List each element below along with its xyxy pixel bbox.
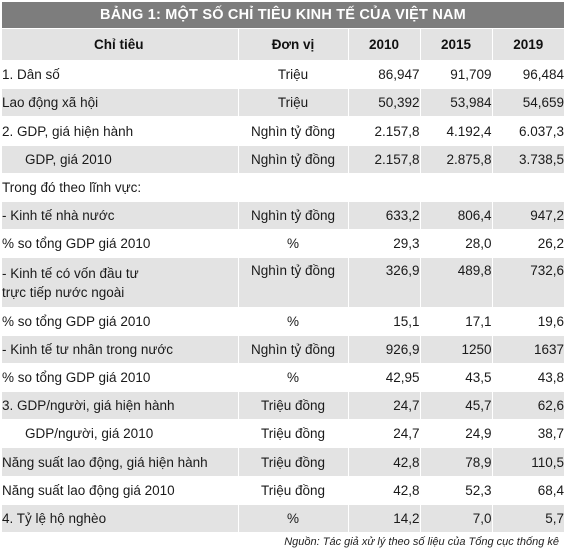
value-2019: 1637: [492, 336, 564, 364]
value-2019: 43,8: [492, 364, 564, 392]
row-label: Trong đó theo lĩnh vực:: [2, 174, 238, 202]
row-unit: Nghìn tỷ đồng: [238, 117, 348, 146]
row-label: Lao động xã hội: [2, 89, 238, 117]
value-2010: 15,1: [348, 308, 420, 336]
row-unit: Triệu đồng: [238, 392, 348, 420]
row-label: 4. Tỷ lệ hộ nghèo: [2, 505, 238, 533]
header-2015: 2015: [420, 29, 492, 61]
row-label: GDP/người, giá 2010: [2, 420, 238, 448]
value-2010: 24,7: [348, 420, 420, 448]
row-unit: Nghìn tỷ đồng: [238, 202, 348, 230]
value-2015: 7,0: [420, 505, 492, 533]
row-label: % so tổng GDP giá 2010: [2, 308, 238, 336]
value-2010: 42,95: [348, 364, 420, 392]
row-unit: %: [238, 364, 348, 392]
value-2015: 28,0: [420, 230, 492, 258]
table-row: [2, 477, 564, 505]
table-row: [2, 61, 564, 89]
value-2015: 52,3: [420, 477, 492, 505]
row-label: 2. GDP, giá hiện hành: [2, 117, 238, 146]
value-2019: 947,2: [492, 202, 564, 230]
table-row: [2, 448, 564, 477]
table-row: [2, 258, 564, 308]
value-2010: 42,8: [348, 448, 420, 477]
value-2015: 45,7: [420, 392, 492, 420]
value-2010: 24,7: [348, 392, 420, 420]
table-row: [2, 202, 564, 230]
value-2010: 2.157,8: [348, 146, 420, 174]
row-label: Năng suất lao động, giá hiện hành: [2, 448, 238, 477]
value-2019: 96,484: [492, 61, 564, 89]
row-unit: Triệu đồng: [238, 477, 348, 505]
value-2010: [348, 174, 420, 202]
value-2015: 91,709: [420, 61, 492, 89]
value-2010: 42,8: [348, 477, 420, 505]
table-row: [2, 174, 564, 202]
header-indicator: Chỉ tiêu: [2, 29, 238, 61]
row-unit: Nghìn tỷ đồng: [238, 336, 348, 364]
table-row: [2, 364, 564, 392]
row-label: Năng suất lao động giá 2010: [2, 477, 238, 505]
table-title: BẢNG 1: MỘT SỐ CHỈ TIÊU KINH TẾ CỦA VIỆT NAM: [2, 2, 564, 28]
value-2015: 17,1: [420, 308, 492, 336]
row-unit: Triệu đồng: [238, 420, 348, 448]
header-row: [2, 29, 564, 61]
value-2015: 4.192,4: [420, 117, 492, 146]
value-2010: 2.157,8: [348, 117, 420, 146]
row-label: % so tổng GDP giá 2010: [2, 364, 238, 392]
value-2010: 29,3: [348, 230, 420, 258]
value-2019: 732,6: [492, 258, 564, 308]
row-label: % so tổng GDP giá 2010: [2, 230, 238, 258]
header-2010: 2010: [348, 29, 420, 61]
row-unit: Nghìn tỷ đồng: [238, 146, 348, 174]
value-2010: 14,2: [348, 505, 420, 533]
value-2019: 38,7: [492, 420, 564, 448]
value-2015: 1250: [420, 336, 492, 364]
row-unit: Triệu đồng: [238, 448, 348, 477]
table-row: [2, 230, 564, 258]
table-row: [2, 392, 564, 420]
value-2015: 2.875,8: [420, 146, 492, 174]
row-unit: Nghìn tỷ đồng: [238, 258, 348, 308]
row-unit: Triệu: [238, 61, 348, 89]
economic-indicators-table: [2, 29, 564, 533]
value-2019: 110,5: [492, 448, 564, 477]
table-row: [2, 505, 564, 533]
row-label: [2, 258, 238, 308]
value-2019: 6.037,3: [492, 117, 564, 146]
row-label: GDP, giá 2010: [2, 146, 238, 174]
row-unit: %: [238, 230, 348, 258]
value-2015: 43,5: [420, 364, 492, 392]
value-2010: 86,947: [348, 61, 420, 89]
value-2019: [492, 174, 564, 202]
row-unit: [238, 174, 348, 202]
source-note: Nguồn: Tác giả xử lý theo số liệu của Tổng cục thống kê: [284, 536, 559, 548]
row-label: - Kinh tế tư nhân trong nước: [2, 336, 238, 364]
value-2010: 50,392: [348, 89, 420, 117]
table-row: [2, 117, 564, 146]
value-2019: 54,659: [492, 89, 564, 117]
row-label-line-2: trực tiếp nước ngoài: [2, 284, 125, 300]
value-2015: 53,984: [420, 89, 492, 117]
value-2019: 19,6: [492, 308, 564, 336]
value-2019: 5,7: [492, 505, 564, 533]
value-2015: 489,8: [420, 258, 492, 308]
table-row: [2, 336, 564, 364]
row-label: 3. GDP/người, giá hiện hành: [2, 392, 238, 420]
value-2015: 806,4: [420, 202, 492, 230]
value-2010: 926,9: [348, 336, 420, 364]
header-2019: 2019: [492, 29, 564, 61]
value-2015: [420, 174, 492, 202]
value-2019: 62,6: [492, 392, 564, 420]
value-2019: 26,2: [492, 230, 564, 258]
value-2019: 3.738,5: [492, 146, 564, 174]
table-row: [2, 89, 564, 117]
row-label: - Kinh tế nhà nước: [2, 202, 238, 230]
table-row: [2, 420, 564, 448]
row-unit: Triệu: [238, 89, 348, 117]
row-unit: %: [238, 308, 348, 336]
row-label: 1. Dân số: [2, 61, 238, 89]
table-row: [2, 308, 564, 336]
value-2019: 68,4: [492, 477, 564, 505]
row-label-line-1: - Kinh tế có vốn đầu tư: [2, 265, 139, 281]
value-2015: 78,9: [420, 448, 492, 477]
header-unit: Đơn vị: [238, 29, 348, 61]
value-2010: 326,9: [348, 258, 420, 308]
value-2010: 633,2: [348, 202, 420, 230]
value-2015: 24,9: [420, 420, 492, 448]
table-row: [2, 146, 564, 174]
row-unit: %: [238, 505, 348, 533]
